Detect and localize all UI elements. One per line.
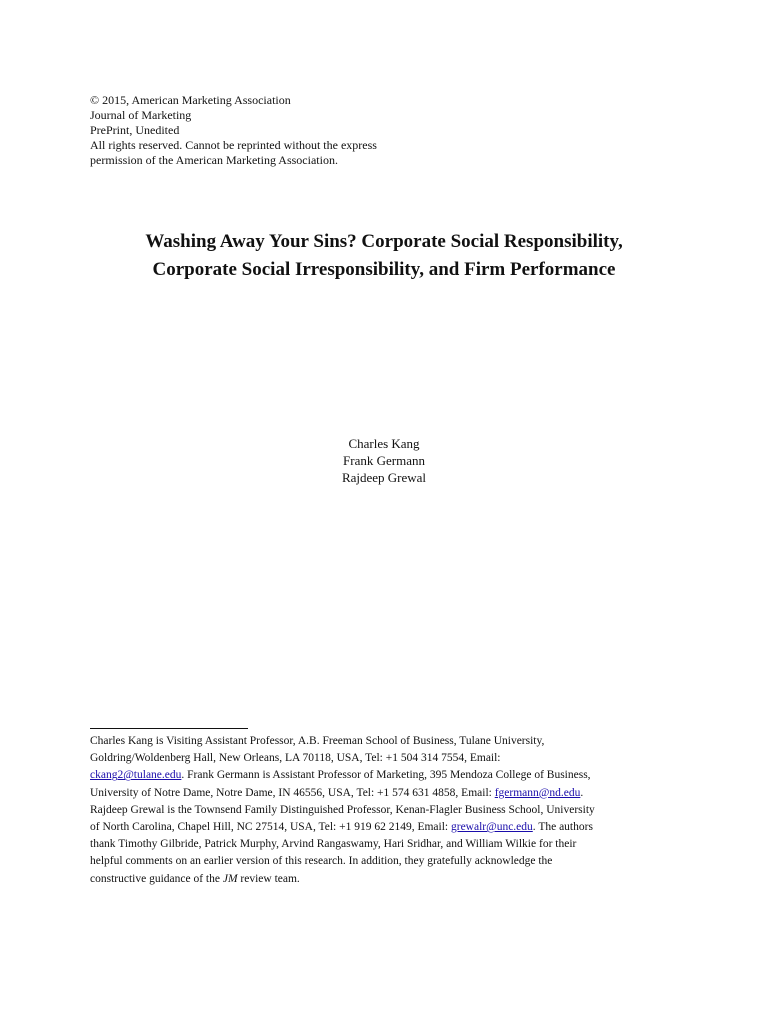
copyright-notice xyxy=(90,93,450,168)
footnote-line: Rajdeep Grewal is the Townsend Family Distinguished Professor, Kenan-Flagler Business School, University xyxy=(90,803,595,816)
footnote-text: constructive guidance of the xyxy=(90,872,223,885)
footnote-text: . Frank Germann is Assistant Professor of Marketing, 395 Mendoza College of Business, xyxy=(181,769,591,782)
rights-line-1: All rights reserved. Cannot be reprinted without the express xyxy=(90,138,377,152)
footnote-text: . xyxy=(580,786,584,799)
title-line-1: Washing Away Your Sins? Corporate Social Responsibility, xyxy=(145,231,623,252)
author-footnote xyxy=(90,733,690,888)
paper-title xyxy=(40,228,728,284)
footnote-divider xyxy=(90,728,248,729)
author-name: Frank Germann xyxy=(343,453,425,468)
footnote-text: . The authors xyxy=(532,821,593,834)
footnote-line xyxy=(90,767,690,784)
footnote-text: review team. xyxy=(237,872,300,885)
footnote-line: Charles Kang is Visiting Assistant Professor, A.B. Freeman School of Business, Tulane University, xyxy=(90,735,545,747)
email-link-germann[interactable]: fgermann@nd.edu xyxy=(494,786,581,799)
footnote-line xyxy=(90,871,690,888)
footnote-text: of North Carolina, Chapel Hill, NC 27514, USA, Tel: +1 919 62 2149, Email: xyxy=(90,821,451,834)
email-link-grewal[interactable]: grewalr@unc.edu xyxy=(450,821,533,834)
author-name: Rajdeep Grewal xyxy=(341,470,427,485)
title-line-2: Corporate Social Irresponsibility, and Firm Performance xyxy=(152,259,616,280)
footnote-line xyxy=(90,785,690,802)
author-list xyxy=(234,435,534,486)
preprint-status: PrePrint, Unedited xyxy=(90,123,180,137)
footnote-line: Goldring/Woldenberg Hall, New Orleans, LA 70118, USA, Tel: +1 504 314 7554, Email: xyxy=(90,752,501,765)
footnote-line: thank Timothy Gilbride, Patrick Murphy, Arvind Rangaswamy, Hari Sridhar, and William Wilkie for their xyxy=(90,838,577,851)
footnote-text: University of Notre Dame, Notre Dame, IN 46556, USA, Tel: +1 574 631 4858, Email: xyxy=(90,786,495,799)
author-name: Charles Kang xyxy=(348,436,420,451)
journal-abbreviation: JM xyxy=(222,872,238,885)
email-link-kang[interactable]: ckang2@tulane.edu xyxy=(90,769,182,782)
copyright-line: © 2015, American Marketing Association xyxy=(90,93,291,107)
journal-name: Journal of Marketing xyxy=(90,108,192,122)
rights-line-2: permission of the American Marketing Association. xyxy=(90,153,338,167)
footnote-line xyxy=(90,819,690,836)
footnote-line: helpful comments on an earlier version of this research. In addition, they gratefully acknowledge the xyxy=(90,855,553,868)
